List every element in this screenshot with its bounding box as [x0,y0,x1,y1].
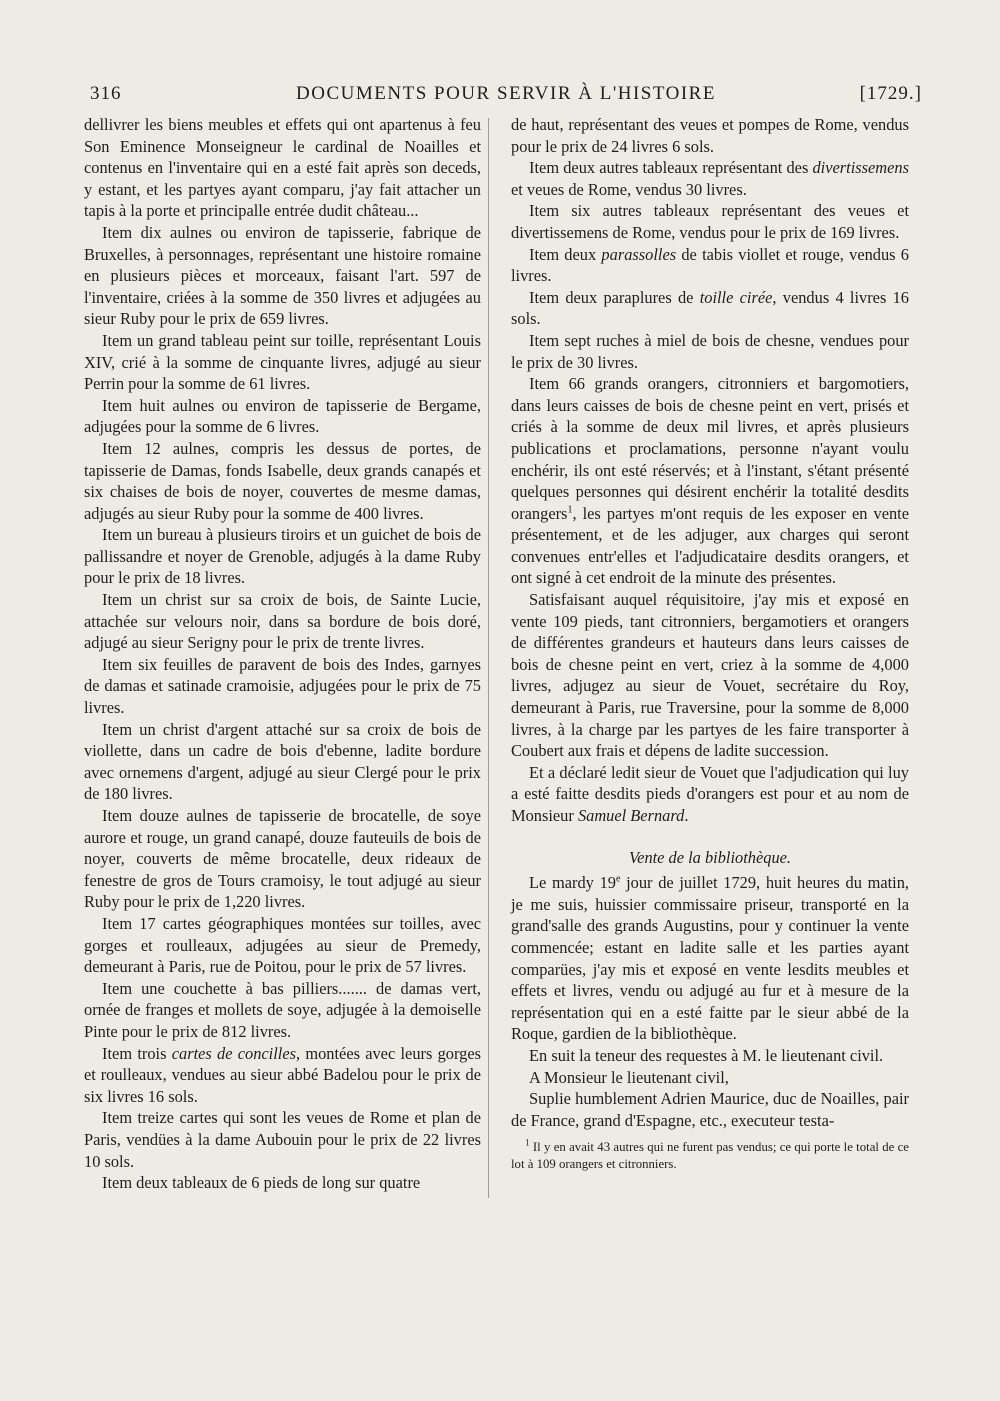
text-run: Item deux autres tableaux représentant des [529,158,813,178]
paragraph: Item 17 cartes géographiques montées sur toilles, avec gorges et roulleaux, adjugées au sieur de Premedy, demeurant à Paris, rue de Poitou, pour le prix de 57 livres. [84,913,481,977]
paragraph [511,287,909,330]
paragraph: Item six autres tableaux représentant des veues et divertissemens de Rome, vendus pour le prix de 169 livres. [511,201,909,242]
left-column [84,114,481,1194]
paragraph: Item douze aulnes de tapisserie de brocatelle, de soye aurore et rouge, un grand canapé, douze fauteuils de bois de noyer, couverts de même brocatelle, deux rideaux de fenestre de gros de Tours cramoisy, le tout adjugé au sieur Ruby pour le prix de 1,220 livres. [84,806,481,912]
running-title: DOCUMENTS POUR SERVIR À L'HISTOIRE [296,83,716,104]
paragraph: A Monsieur le lieutenant civil, [529,1067,729,1087]
paragraph [511,157,909,200]
ordinal-sup: e [615,873,621,885]
footnote-ref: 1 [567,504,573,516]
text-run: Item trois [102,1043,172,1063]
paragraph: dellivrer les biens meubles et effets qui ont apartenus à feu Son Eminence Monseigneur le cardinal de Noailles et contenus en l'inventaire qui en a esté fait après son deceds, y estant, et les partyes ayant comparu, j'ay fait attacher un tapis à la porte et principalle entrée dudit château... [84,115,481,221]
paragraph [511,373,909,589]
paragraph: Satisfaisant auquel réquisitoire, j'ay mis et exposé en vente 109 pieds, tant citronniers, bergamotiers et orangers de différentes grandeurs et hauteurs dans leurs caisses de bois de chesne peint en vert, criez à la somme de 4,000 livres, adjugez au sieur de Vouet, secrétaire du Roy, demeurant à Paris, rue Traversine, pour la somme de 8,000 livres, à la charge par les partyes de les faire transporter à Coubert aux frais et dépens de ladite succession. [511,590,909,761]
paragraph [511,872,909,1045]
paragraph [511,762,909,827]
paragraph: Item un christ sur sa croix de bois, de Sainte Lucie, attachée sur velours noir, dans sa bordure de bois doré, adjugé au sieur Serigny pour le prix de trente livres. [84,590,481,653]
text-run: et veues de Rome, vendus 30 livres. [511,179,747,199]
text-run: . [684,806,689,825]
text-run: jour de juillet 1729, huit heures du matin, je me suis, huissier commissaire priseur, transporté en la grand'salle des grands Augustins, pour y continuer la vente commencée; estant en ladite salle et les parties ayant comparües, j'ay mis et exposé en vente lesdits meubles et effets et livres, vendu ou adjugé au fur et à mesure de la représentation qui en a esté faitte par le sieur abbé de la Roque, gardien de la bibliothèque. [511,873,909,1044]
text-run: , les partyes m'ont requis de les exposer en vente présentement, et de les adjuger, aux charges qui seront convenues entr'elles et l'adjudicataire desdits orangers, et ont signé à cet endroit de la minute des présentes. [511,503,909,588]
paragraph [84,1043,481,1108]
paragraph: Suplie humblement Adrien Maurice, duc de Noailles, pair de France, grand d'Espagne, etc., executeur testa- [511,1089,909,1130]
footnote-number: 1 [525,1138,530,1149]
text-run: Le mardy 19 [529,873,616,893]
paragraph: Item huit aulnes ou environ de tapisserie de Bergame, adjugées pour la somme de 6 livres. [84,395,481,437]
paragraph: Item une couchette à bas pilliers....... de damas vert, ornée de franges et mollets de soye, adjugée à la demoiselle Pinte pour le prix de 812 livres. [84,978,481,1041]
text-run: Item deux paraplures de [529,287,700,307]
paragraph: En suit la teneur des requestes à M. le lieutenant civil. [529,1045,884,1065]
text-run: Et a déclaré ledit sieur de Vouet que l'adjudication qui luy a esté faitte desdits pieds d'orangers est pour et au nom de Monsieur [511,762,909,825]
paragraph: Item un bureau à plusieurs tiroirs et un guichet de bois de pallissandre et noyer de Grenoble, adjugés à la dame Ruby pour le prix de 18 livres. [84,525,481,588]
section-heading: Vente de la bibliothèque. [628,847,792,867]
text-run: de tabis viollet et rouge, vendus 6 livres. [511,244,909,286]
paragraph: Item sept ruches à miel de bois de chesne, vendues pour le prix de 30 livres. [511,330,909,372]
right-column [511,114,909,1173]
page-number: 316 [90,83,122,104]
header-year: [1729.] [859,83,922,104]
italic-text: divertissemens [812,158,909,178]
text-run: , vendus 4 livres 16 sols. [511,287,909,329]
italic-text: Samuel Bernard [577,806,685,825]
paragraph: Item un christ d'argent attaché sur sa croix de bois de viollette, dans un cadre de bois d'ebenne, ladite bordure avec ornemens d'argent, adjugé au sieur Clergé pour le prix de 180 livres. [84,719,481,804]
paragraph: Item treize cartes qui sont les veues de Rome et plan de Paris, vendües à la dame Aubouin pour le prix de 22 livres 10 sols. [84,1108,481,1171]
paragraph: Item deux tableaux de 6 pieds de long sur quatre [102,1173,421,1193]
paragraph: Item dix aulnes ou environ de tapisserie, fabrique de Bruxelles, à personnages, représentant une histoire romaine en plusieurs pièces et morceaux, faisant l'art. 597 de l'inventaire, criées à la somme de 350 livres et adjugées au sieur Ruby pour le prix de 659 livres. [84,222,481,329]
text-run: Item deux [529,244,602,264]
paragraph: Item un grand tableau peint sur toille, représentant Louis XIV, crié à la somme de cinquante livres, adjugé au sieur Perrin pour la somme de 61 livres. [84,330,481,394]
italic-text: toille cirée [699,287,773,307]
text-run: , montées avec leurs gorges et roulleaux, vendues au sieur abbé Badelou pour le prix de six livres 16 sols. [84,1043,481,1106]
text-run: Item 66 grands orangers, citronniers et bargomotiers, dans leurs caisses de bois de chesne peint en vert, prisés et criés à la somme de deux mil livres, et après plusieurs publications et proclamations, personne n'ayant voulu enchérir, ils ont esté réservés; et à l'instant, s'étant présenté quelques personnes qui désirent enchérir la totalité desdits orangers [511,374,909,523]
paragraph: de haut, représentant des veues et pompes de Rome, vendus pour le prix de 24 livres 6 sols. [511,115,909,156]
paragraph [511,244,909,287]
footnote-text: Il y en avait 43 autres qui ne furent pas vendus; ce qui porte le total de ce lot à 109 orangers et citronniers. [511,1140,909,1172]
footnote [511,1139,909,1173]
italic-text: cartes de concilles [171,1043,296,1063]
paragraph: Item six feuilles de paravent de bois des Indes, garnyes de damas et satinade cramoisie, adjugées pour le prix de 75 livres. [84,654,481,718]
paragraph: Item 12 aulnes, compris les dessus de portes, de tapisserie de Damas, fonds Isabelle, deux grands canapés et six chaises de bois de noyer, couvertes de mesme damas, adjugés au sieur Ruby pour la somme de 400 livres. [84,438,481,523]
column-divider [488,118,489,1198]
running-header [90,83,922,111]
italic-text: parassolles [601,244,677,264]
